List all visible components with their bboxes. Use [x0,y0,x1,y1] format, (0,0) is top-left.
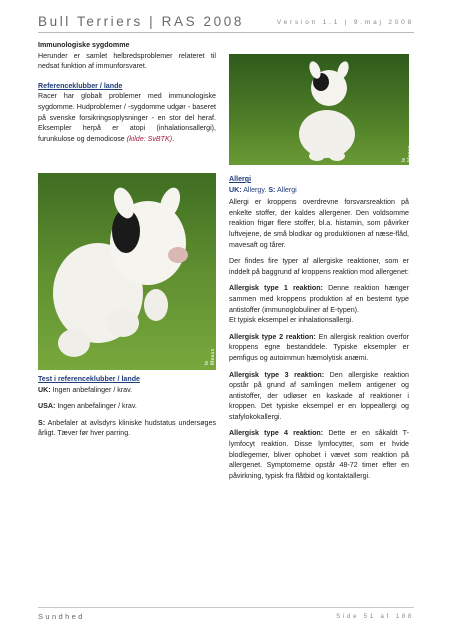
immuno-heading: Immunologiske sygdomme [38,41,130,49]
puppy-sitting-photo [229,54,413,165]
type3-label: Allergisk type 3 reaktion: [229,370,325,379]
s-label: S: [38,418,46,427]
ref-text: Racer har globalt problemer med immunologiske sygdomme. Hudproblemer / -sygdomme udgør - baseret på svenske forsikringsoplysninger - en stor del heraf. Eksempler herpå er atopi (inhalationsallergi), furunkulose og demodicose [38,92,216,143]
uk-text: Ingen anbefalinger / krav. [52,385,133,394]
allergi-p2: Der findes fire typer af allergiske reaktioner, som er inddelt på baggrund af kroppens reaktion mod allergenet: [229,257,409,276]
document-title: Bull Terriers | RAS 2008 [38,14,244,29]
allergi-heading: Allergi [229,175,252,183]
uk-label: UK: [38,385,51,394]
test-section [38,374,216,445]
left-column [38,40,216,150]
puppy-running-photo [38,173,216,370]
type2-label: Allergisk type 2 reaktion: [229,332,316,341]
type4-text: Dette er en såkaldt T-lymfocyt reaktion. Disse lymfocytter, som er hvide blodlegemer, bliver ophobet i vævet som reaktion på allergenet. Symptomerne opstår 48-72 timer efter en påvirkning, typisk fra flåtbid og kontaktallergi. [229,429,409,480]
page-number: Side 51 af 188 [336,614,414,620]
usa-label: USA: [38,402,56,411]
immuno-text: Herunder er samlet helbredsproblemer relateret til nedsat funktion af immunforsvaret. [38,51,216,71]
right-column [229,174,409,487]
allergi-p1: Allergi er kroppens overdrevne forsvarsreaktion på enkelte stoffer, der kaldes allergener. Den voldsomme reaktion frigør flere stoffer, bl.a. histamin, som påvirker luftvejene, de små blodkar og produktionen af næse-flåd, mavesaft og tårer. [229,198,409,249]
allergi-uk-value: Allergy. [243,185,267,194]
ref-heading: Referenceklubber / lande [38,81,123,90]
test-heading: Test i referenceklubber / lande [38,375,140,383]
ref-source: (kilde: SvBTK) [126,134,173,143]
photo-credit: le Meaux [204,348,216,365]
type1-label: Allergisk type 1 reaktion: [229,284,323,293]
header-rule [38,32,414,33]
type1-text: Denne reaktion hænger sammen med kroppens produktion af en bestemt type antistoffer (immunoglobuliner af E-typen). [229,284,409,314]
photo-credit-small: le Meaux [401,145,413,162]
type4-label: Allergisk type 4 reaktion: [229,429,324,438]
type1-example: Et typisk eksempel er inhalationsallergi. [229,316,354,325]
footer-section: Sundhed [38,612,85,621]
version-label: Version 1.1 | 9.maj 2008 [276,19,414,26]
type2-text: En allergisk reaktion overfor kroppens egne bestanddele. Typiske eksempler er pemfigus og autoimmun hæmolytisk anæmi. [229,332,409,362]
type3-text: Den allergiske reaktion opstår på grund af samlingen mellem antigener og antistoffer, der udløser en kaskade af reaktioner i kroppen. Det typiske eksempel er en loppeallergi og stafylokokallergi. [229,370,409,421]
allergi-s-label: S: [268,185,276,194]
s-text: Anbefaler at avlsdyrs kliniske hudstatus undersøges årligt. Tæver før hver parring. [38,418,216,438]
footer-rule [38,607,414,608]
allergi-uk-label: UK: [229,185,242,194]
usa-text: Ingen anbefalinger / krav. [57,402,137,411]
ref-end: . [172,134,175,143]
allergi-s-value: Allergi [277,185,297,194]
